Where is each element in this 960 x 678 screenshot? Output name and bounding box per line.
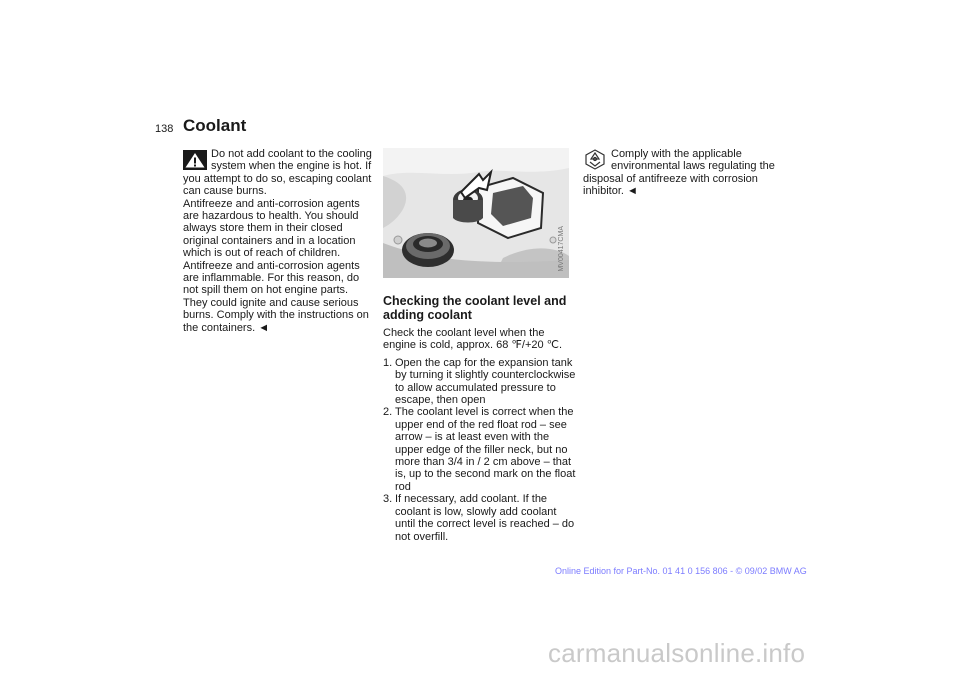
step-text: Open the cap for the expansion tank by turning it slightly counterclockwise to allow accumulated pressure to escape, then open <box>395 356 576 407</box>
expansion-tank-photo <box>383 148 569 278</box>
steps-list <box>383 357 577 543</box>
step-number: 2. <box>383 406 393 419</box>
step-text: The coolant level is correct when the upper end of the red float rod – see arrow – is at least even with the upper edge of the filler neck, but no more than 3/4 in / 2 cm above – that is, up to the second mark on the float rod <box>395 406 576 493</box>
warning-column <box>183 148 375 334</box>
end-mark: ◄ <box>258 321 270 334</box>
figure-code: MV00417CMA <box>557 226 565 272</box>
warning-triangle-icon <box>183 150 207 170</box>
environment-column <box>583 148 779 198</box>
expansion-tank-illustration <box>383 148 569 278</box>
recycle-environment-icon <box>583 148 607 170</box>
section-heading: Checking the coolant level and adding coolant <box>383 294 567 322</box>
watermark: carmanualsonline.info <box>548 638 806 668</box>
page-title: Coolant <box>183 116 247 135</box>
instructions-column <box>383 148 577 543</box>
end-mark: ◄ <box>627 185 638 198</box>
section-intro: Check the coolant level when the engine is cold, approx. 68 ℉/+20 ℃. <box>383 327 563 352</box>
footer-edition: Online Edition for Part-No. 01 41 0 156 806 - © 09/02 BMW AG <box>555 566 807 576</box>
step-text: If necessary, add coolant. If the coolant is low, slowly add coolant until the correct level is reached – do not overfill. <box>395 493 575 543</box>
list-item <box>383 357 577 407</box>
list-item <box>383 493 577 543</box>
warning-text: Do not add coolant to the cooling system when the engine is hot. If you attempt to do so, escaping coolant can cause burns. <box>183 148 372 198</box>
page-number: 138 <box>155 123 174 135</box>
environment-text: Comply with the applicable environmental laws regulating the disposal of antifreeze with corrosion inhibitor. ◄ <box>583 148 775 198</box>
list-item <box>383 406 577 493</box>
warning-text-2: Antifreeze and anti-corrosion agents are hazardous to health. You should always store them in their closed original containers and in a location which is out of reach of children. Antifreeze and anti-corrosion agents are inflammable. For this reason, do not spill them on hot engine parts. They could ignite and cause serious burns. Comply with the instructions on the containers. ◄ <box>183 197 369 334</box>
step-number: 3. <box>383 493 393 506</box>
step-number: 1. <box>383 356 393 369</box>
